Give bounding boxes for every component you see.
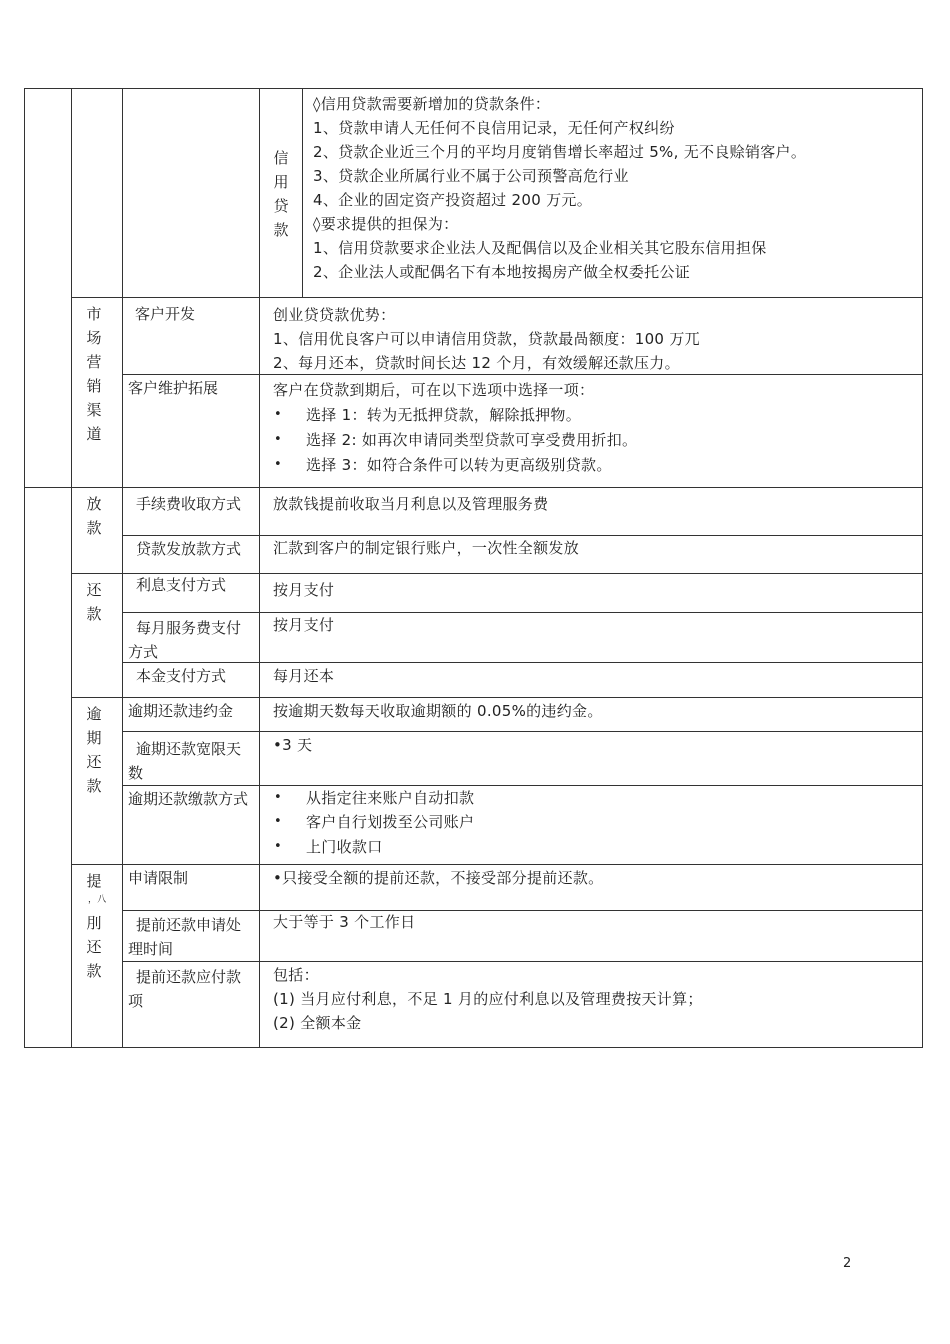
credit-line: 1、信用贷款要求企业法人及配偶信以及企业相关其它股东信用担保 bbox=[313, 239, 767, 257]
repay-category: 还款 bbox=[86, 581, 102, 623]
bullet-icon: • bbox=[274, 432, 282, 447]
credit-line: ◊要求提供的担保为： bbox=[313, 215, 459, 233]
interest-method-value: 按月支付 bbox=[273, 581, 335, 599]
overdue-penalty-value: 按逾期天数每天收取逾期额的 0.05%的违约金。 bbox=[273, 702, 603, 720]
overdue-payment-option: 上门收款口 bbox=[306, 838, 383, 856]
row-sep-interest-end bbox=[122, 612, 923, 613]
row-sep-marketing-end bbox=[24, 487, 923, 488]
maint-option: 选择 2: 如再次申请同类型贷款可享受费用折扣。 bbox=[306, 431, 638, 449]
fee-method-value: 放款钱提前收取当月利息以及管理服务费 bbox=[273, 495, 549, 513]
bullet-icon: • bbox=[274, 839, 282, 854]
col-sep-3 bbox=[259, 88, 260, 1048]
dev-line: 2、每月还本，贷款时间长达 12 个月，有效缓解还款压力。 bbox=[273, 354, 680, 372]
row-sep-grace-end bbox=[122, 785, 923, 786]
fee-method-label: 手续费收取方式 bbox=[136, 495, 242, 513]
disburse-method-value: 汇款到客户的制定银行账户，一次性全额发放 bbox=[273, 539, 580, 557]
overdue-payment-label: 逾期还款缴款方式 bbox=[128, 790, 249, 808]
overdue-category: 逾期还款 bbox=[86, 705, 102, 795]
table-border-bottom bbox=[24, 1047, 923, 1048]
service-fee-method-label: 每月服务费支付方式 bbox=[128, 619, 242, 661]
overdue-payment-option: 客户自行划拨至公司账户 bbox=[306, 813, 475, 831]
credit-line: 1、贷款申请人无任何不良信用记录，无任何产权纠纷 bbox=[313, 119, 675, 137]
row-sep-penalty-end bbox=[122, 731, 923, 732]
row-sep-overdue-end bbox=[71, 864, 923, 865]
row-sep-repay-end bbox=[71, 697, 923, 698]
marketing-category: 市场营销渠道 bbox=[86, 305, 102, 443]
row-sep-time-end bbox=[122, 961, 923, 962]
table-border-right bbox=[922, 88, 923, 1048]
credit-loan-category: 信用贷款 bbox=[273, 149, 289, 239]
row-sep-credit-end bbox=[71, 297, 923, 298]
early-item: (2) 全额本金 bbox=[273, 1014, 362, 1032]
disburse-method-label: 贷款发放款方式 bbox=[136, 540, 242, 558]
credit-line: 3、贷款企业所属行业不属于公司预警高危行业 bbox=[313, 167, 629, 185]
table-border-top bbox=[24, 88, 923, 89]
credit-line: 2、贷款企业近三个月的平均月度销售增长率超过 5%, 无不良赊销客户。 bbox=[313, 143, 807, 161]
credit-line: 2、企业法人或配偶名下有本地按揭房产做全权委托公证 bbox=[313, 263, 691, 281]
bullet-icon: • bbox=[274, 790, 282, 805]
col-sep-2 bbox=[122, 88, 123, 1048]
early-category-top: 提 bbox=[86, 872, 102, 890]
overdue-payment-option: 从指定往来账户自动扣款 bbox=[306, 789, 475, 807]
grace-days-value: •3 天 bbox=[273, 736, 313, 754]
early-category-rest: 刖还款 bbox=[86, 914, 102, 980]
credit-line: ◊信用贷款需要新增加的贷款条件： bbox=[313, 95, 551, 113]
early-category-mark: ，八 bbox=[88, 895, 107, 905]
bullet-icon: • bbox=[274, 814, 282, 829]
early-time-label: 提前还款申请处理时间 bbox=[128, 916, 242, 958]
credit-line: 4、企业的固定资产投资超过 200 万元。 bbox=[313, 191, 593, 209]
col-sep-1 bbox=[71, 88, 72, 1048]
principal-method-value: 每月还本 bbox=[273, 667, 335, 685]
row-sep-limit-end bbox=[122, 910, 923, 911]
early-items-intro: 包括： bbox=[273, 966, 319, 984]
grace-days-label: 逾期还款宽限天数 bbox=[128, 740, 242, 782]
page-number: 2 bbox=[843, 1256, 852, 1271]
disburse-category: 放款 bbox=[86, 495, 102, 537]
early-item: (1) 当月应付利息，不足 1 月的应付利息以及管理费按天计算； bbox=[273, 990, 703, 1008]
early-limit-value: •只接受全额的提前还款，不接受部分提前还款。 bbox=[273, 869, 604, 887]
bullet-icon: • bbox=[274, 457, 282, 472]
early-time-value: 大于等于 3 个工作日 bbox=[273, 913, 416, 931]
col-sep-credit bbox=[302, 88, 303, 298]
bullet-icon: • bbox=[274, 407, 282, 422]
early-limit-label: 申请限制 bbox=[128, 869, 189, 887]
customer-maintenance-label: 客户维护拓展 bbox=[128, 379, 219, 397]
service-fee-method-value: 按月支付 bbox=[273, 616, 335, 634]
maint-option: 选择 3：如符合条件可以转为更高级别贷款。 bbox=[306, 456, 612, 474]
maint-intro: 客户在贷款到期后，可在以下选项中选择一项： bbox=[273, 381, 595, 399]
dev-line: 1、信用优良客户可以申请信用贷款，贷款最咼额度：100 万兀 bbox=[273, 330, 700, 348]
table-border-left bbox=[24, 88, 25, 1048]
interest-method-label: 利息支付方式 bbox=[136, 576, 227, 594]
customer-development-label: 客户开发 bbox=[135, 305, 196, 323]
maint-option: 选择 1：转为无抵押贷款，解除抵押物。 bbox=[306, 406, 582, 424]
early-items-label: 提前还款应付款项 bbox=[128, 968, 242, 1010]
dev-line: 创业贷贷款优势： bbox=[273, 306, 396, 324]
principal-method-label: 本金支付方式 bbox=[136, 667, 227, 685]
overdue-penalty-label: 逾期还款违约金 bbox=[128, 702, 234, 720]
